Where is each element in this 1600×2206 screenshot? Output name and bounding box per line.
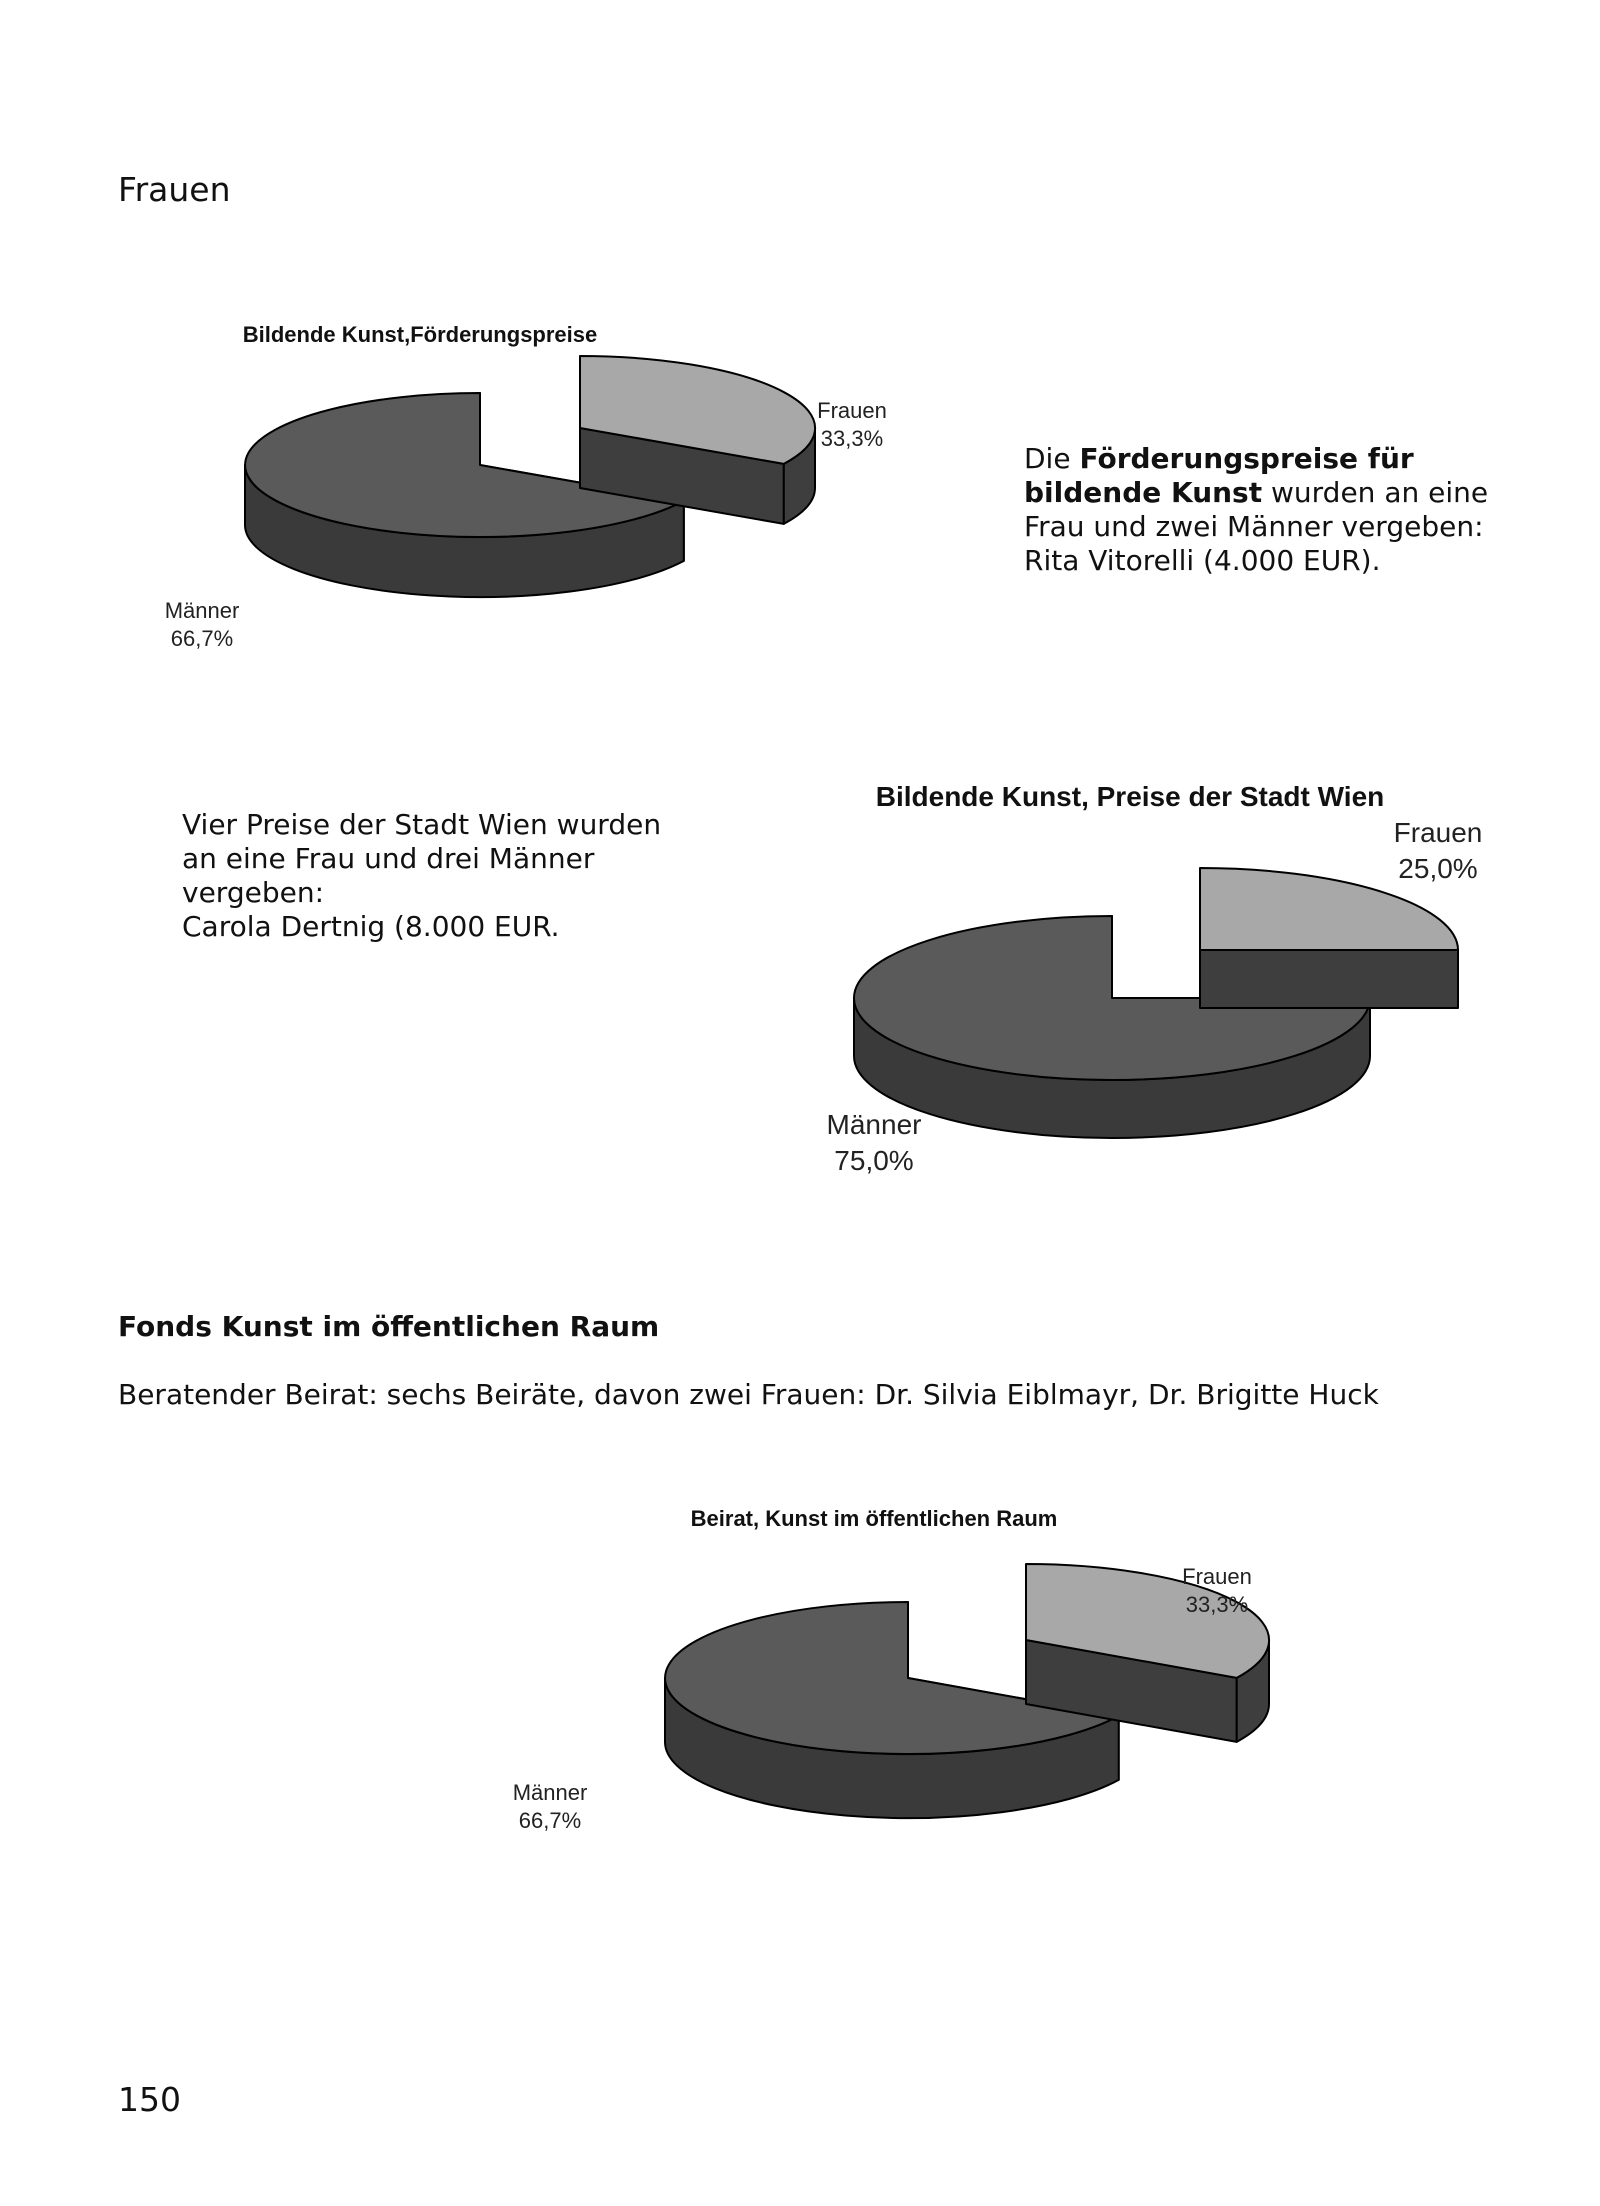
para1-prefix: Die — [1024, 442, 1080, 475]
label-maenner-name: Männer — [512, 1780, 588, 1805]
fonds-heading: Fonds Kunst im öffentlichen Raum — [118, 1310, 660, 1343]
label-frauen-value: 33,3% — [820, 426, 884, 451]
label-frauen-name: Frauen — [1182, 1564, 1252, 1589]
label-frauen-name: Frauen — [1393, 817, 1483, 848]
label-maenner-name: Männer — [164, 598, 240, 623]
pie-group — [245, 356, 815, 597]
label-maenner-value: 66,7% — [518, 1808, 582, 1833]
para2-line2: Carola Dertnig (8.000 EUR. — [182, 910, 560, 943]
label-maenner-value: 66,7% — [170, 626, 234, 651]
pie-group — [665, 1564, 1269, 1818]
chart-title: Bildende Kunst, Preise der Stadt Wien — [875, 781, 1385, 812]
para1-bold: Förderungspreise für bildende Kunst — [1024, 442, 1414, 509]
label-frauen-value: 25,0% — [1398, 853, 1478, 884]
slice-frauen-side — [1200, 950, 1458, 1008]
label-maenner-value: 75,0% — [834, 1145, 914, 1176]
label-frauen-name: Frauen — [817, 398, 887, 423]
paragraph-foerderungspreise — [1024, 442, 1544, 578]
para2-line1: Vier Preise der Stadt Wien wurden an eine Frau und drei Männer vergeben: — [182, 808, 662, 909]
paragraph-preise-stadt-wien — [182, 808, 702, 944]
chart-title: Beirat, Kunst im öffentlichen Raum — [690, 1506, 1058, 1531]
chart-foerderungspreise — [140, 310, 940, 680]
page-number: 150 — [118, 2080, 181, 2119]
label-maenner-name: Männer — [826, 1109, 922, 1140]
chart-title: Bildende Kunst,Förderungspreise — [242, 322, 598, 347]
label-frauen-value: 33,3% — [1185, 1592, 1249, 1617]
chart-preise-stadt-wien — [826, 770, 1500, 1190]
pie-group — [854, 868, 1458, 1138]
para1-suffix: wurden an eine Frau und zwei Männer vergeben: Rita Vitorelli (4.000 EUR). — [1024, 476, 1489, 577]
beirat-text: Beratender Beirat: sechs Beiräte, davon zwei Frauen: Dr. Silvia Eiblmayr, Dr. Brigitte Huck — [118, 1378, 1379, 1411]
section-heading: Frauen — [118, 170, 231, 209]
chart-beirat-kunst — [500, 1500, 1260, 1840]
